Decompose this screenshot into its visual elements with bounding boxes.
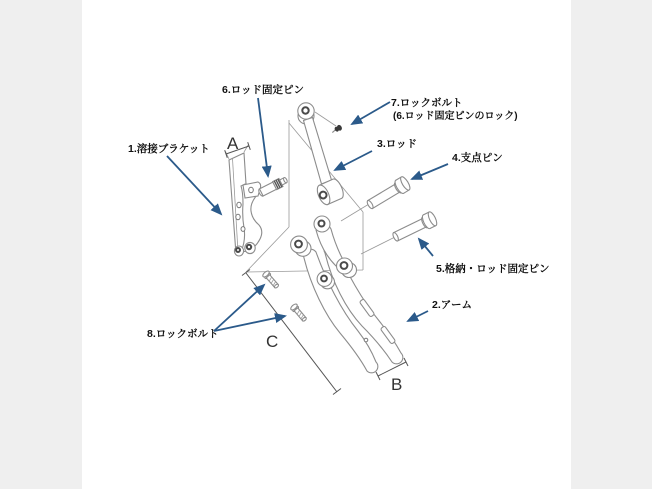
part-label-7: 7.ロックボルト xyxy=(391,97,463,109)
dimension-b-label: B xyxy=(391,375,403,394)
bracket-hole xyxy=(249,187,254,192)
bracket-hole xyxy=(236,214,240,219)
part-label-2: 2.アーム xyxy=(432,299,472,311)
part-label-6: 6.ロッド固定ピン xyxy=(222,84,305,96)
part-label-7-sub: (6.ロッド固定ピンのロック) xyxy=(393,111,518,122)
arm-hole xyxy=(364,338,368,342)
dimension-a-label: A xyxy=(227,134,239,153)
dimension-c-label: C xyxy=(266,332,279,351)
bracket-hole xyxy=(241,227,245,232)
part-label-3: 3.ロッド xyxy=(377,138,418,150)
part-label-1: 1.溶接ブラケット xyxy=(128,143,210,155)
part-label-8: 8.ロックボルト xyxy=(147,328,219,340)
part-label-4: 4.支点ピン xyxy=(452,152,503,164)
part-label-5: 5.格納・ロッド固定ピン xyxy=(436,263,550,275)
bracket-hole xyxy=(237,202,241,207)
